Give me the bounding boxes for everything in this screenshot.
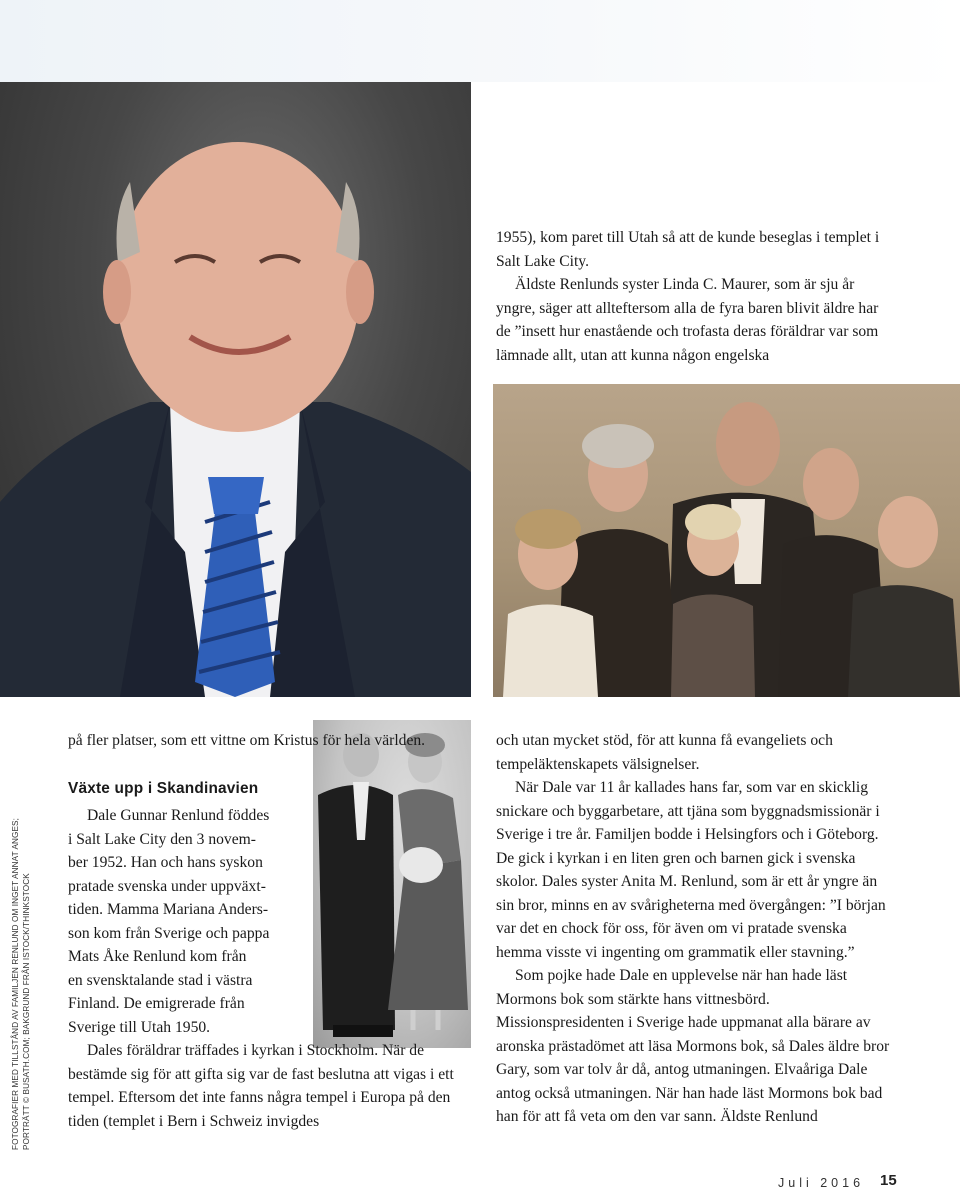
credit-line: PORTRÄTT © BUSATH.COM; BAKGRUND FRÅN ISTOCK/THINKSTOCK [22,873,31,1150]
text-line: son kom från Sverige och pappa [68,924,270,942]
top-text-column [496,226,896,367]
paragraph: Som pojke hade Dale en upplevelse när han hade läst Mormons bok som stärkte hans vittnesbörd. Missionspresidenten i Sverige hade uppmanat alla bärare av aronska prästadömet att läsa Mormons bok, så Dales äldre bror Gary, som var tolv år då, antog utmaningen. Elvaåriga Dale antog också utmaningen. När han hade läst Mormons bok bad han för att få veta om den var sann. Äldste Renlund [496,967,890,1125]
text-line: Finland. De emigrerade från [68,995,245,1012]
text-line: Dale Gunnar Renlund föddes [87,807,270,824]
text-line: pratade svenska under uppväxt- [68,877,266,895]
page-number: 15 [880,1172,897,1189]
paragraph: på fler platser, som ett vittne om Kristus för hela världen. [68,732,426,749]
text-line: Sverige till Utah 1950. [68,1018,211,1036]
section-heading: Växte upp i Skandinavien [68,779,259,797]
top-background [0,0,960,82]
photo-credit [10,818,40,1150]
family-photo [493,384,960,697]
paragraph: Dales föräldrar träffades i kyrkan i Stockholm. När de bestämde sig för att gifta sig var de fast beslutna att vigas i ett tempel. Eftersom det inte fanns några tempel i Europa på den tiden (templet i Bern i Schweiz invigdes [68,1042,454,1130]
text-line: Mats Åke Renlund kom från [68,948,247,965]
text-line: ber 1952. Han och hans syskon [68,854,263,871]
issue-date: Juli 2016 [778,1176,865,1190]
left-text-column [68,729,468,1133]
credit-line: FOTOGRAFIER MED TILLSTÅND AV FAMILJEN RENLUND OM INGET ANNAT ANGES; [11,818,20,1150]
portrait-photo [0,82,471,697]
wrapped-paragraph [68,804,468,1039]
paragraph: 1955), kom paret till Utah så att de kunde beseglas i templet i Salt Lake City. [496,229,880,270]
text-line: tiden. Mamma Mariana Anders- [68,901,269,918]
paragraph: När Dale var 11 år kallades hans far, som var en skicklig snickare och byggarbetare, att tjäna som byggnadsmissionär i Sverige i tre år. Familjen bodde i Helsingfors och i Göteborg. De gick i kyrkan i en liten gren och barnen gick i svenska skolor. Dales syster Anita M. Renlund, som är ett år yngre än sin bror, minns en av svårigheterna med övergången: ”I början var det en chock för oss, för även om vi pratade svenska hemma visste vi ingenting om grammatik eller stavning.” [496,779,886,961]
paragraph: och utan mycket stöd, för att kunna få evangeliets och tempeläktenskapets välsignelser. [496,732,833,773]
right-text-column [496,729,896,1129]
paragraph: Äldste Renlunds syster Linda C. Maurer, som är sju år yngre, säger att allteftersom alla de fyra baren blivit äldre har de ”insett hur enastående och trofasta deras föräldrar var som lämnade allt, utan att kunna någon engelska [496,276,879,364]
text-line: i Salt Lake City den 3 novem- [68,830,256,848]
text-line: en svensktalande stad i västra [68,971,253,989]
